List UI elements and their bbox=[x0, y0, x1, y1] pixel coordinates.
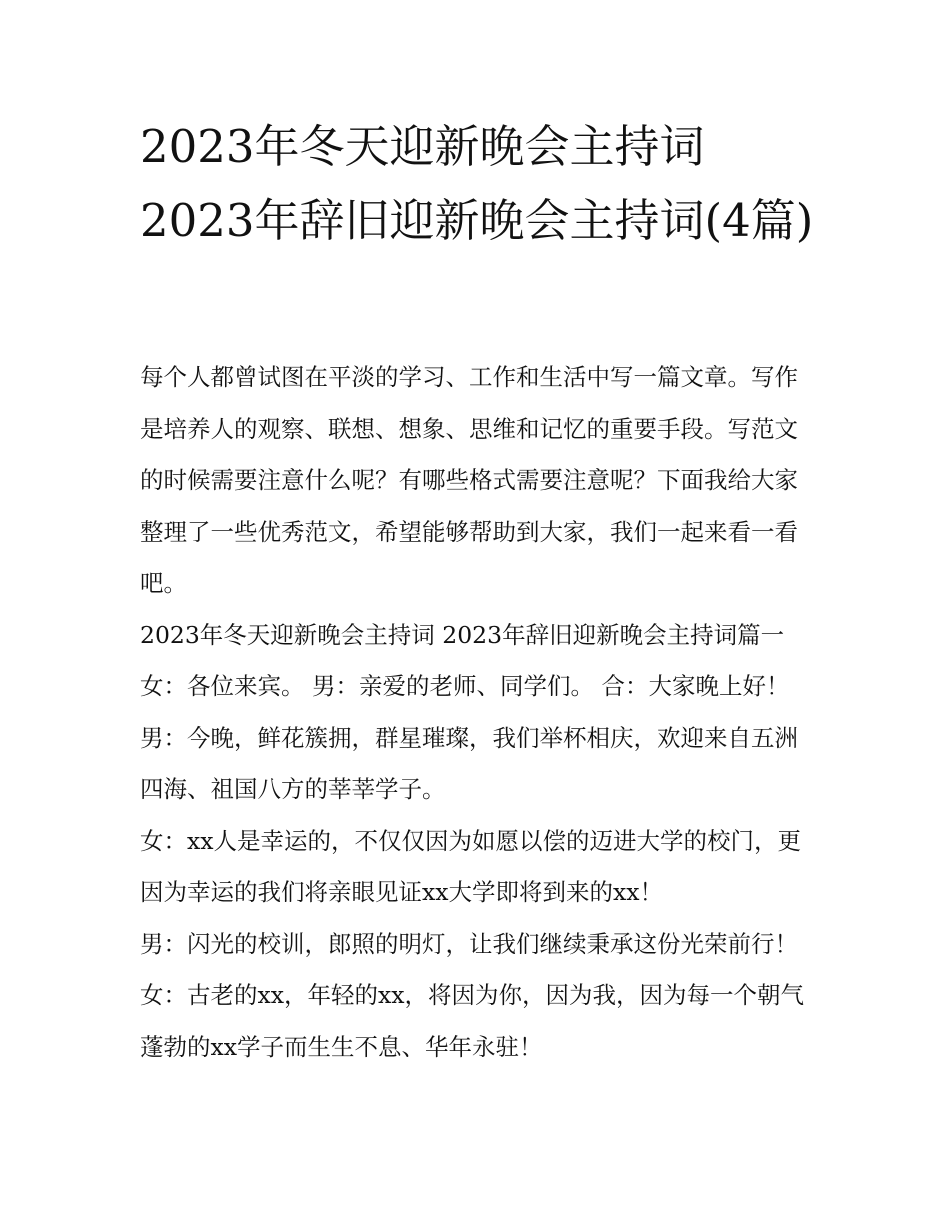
intro-paragraph: 每个人都曾试图在平淡的学习、工作和生活中写一篇文章。写作是培养人的观察、联想、想象、思维和记忆的重要手段。写范文的时候需要注意什么呢？有哪些格式需要注意呢？下面我给大家整理了一些优秀范文，希望能够帮助到大家，我们一起来看一看吧。 bbox=[140, 363, 798, 597]
document-title: 2023年冬天迎新晚会主持词 2023年辞旧迎新晚会主持词(4篇) bbox=[140, 120, 814, 247]
section-heading: 2023年冬天迎新晚会主持词 2023年辞旧迎新晚会主持词篇一 bbox=[140, 620, 785, 649]
dialogue-paragraph: 男：今晚，鲜花簇拥，群星璀璨，我们举杯相庆，欢迎来自五洲四海、祖国八方的莘莘学子。 bbox=[140, 723, 798, 803]
dialogue-paragraph: 女：各位来宾。 男：亲爱的老师、同学们。 合：大家晚上好！ bbox=[140, 672, 790, 700]
dialogue-paragraph: 男：闪光的校训，郎照的明灯，让我们继续秉承这份光荣前行！ 女：古老的xx，年轻的xx，将因为你，因为我，因为每一个朝气蓬勃的xx学子而生生不息、华年永驻！ bbox=[140, 929, 805, 1061]
document-body bbox=[140, 352, 820, 1073]
dialogue-paragraph: 女：xx人是幸运的，不仅仅因为如愿以偿的迈进大学的校门，更因为幸运的我们将亲眼见证xx大学即将到来的xx！ bbox=[140, 826, 802, 906]
